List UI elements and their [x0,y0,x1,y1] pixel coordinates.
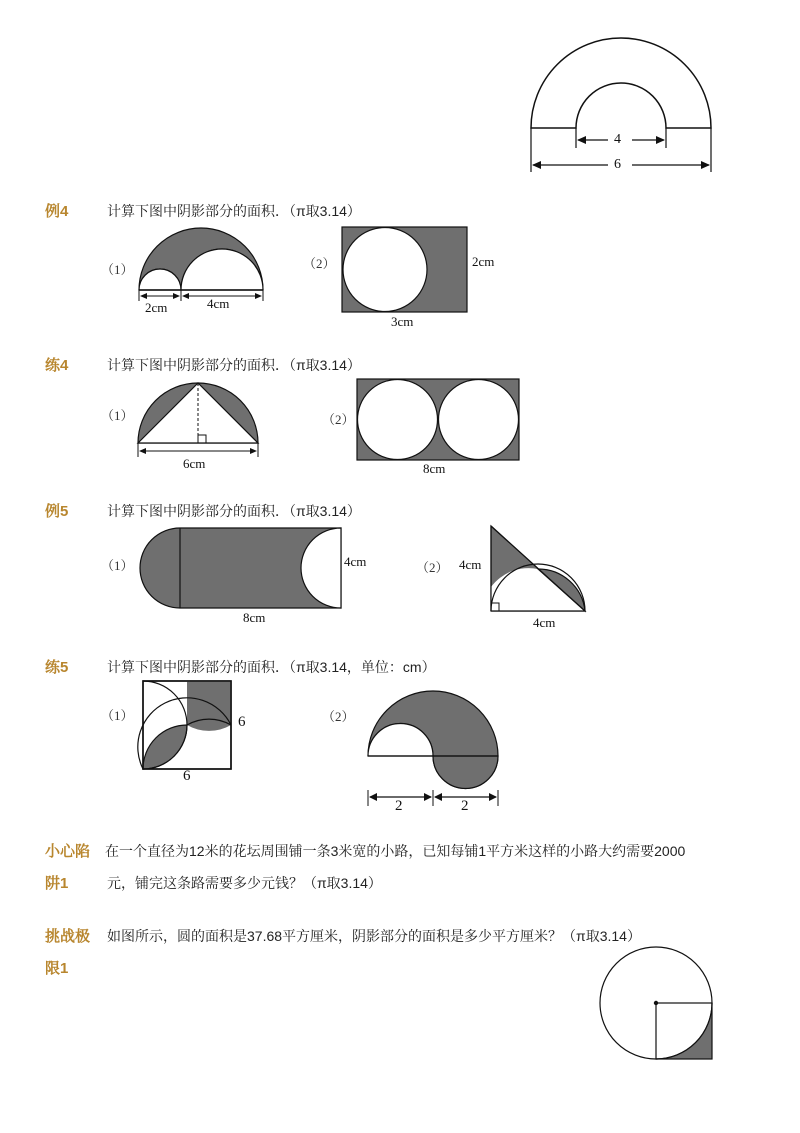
example-4-part2-number: （2） [303,256,336,271]
practice-5-label-right: 2 [461,798,469,814]
practice-4-label-base: 6cm [183,456,206,471]
example-5-tag: 例5 [45,503,69,520]
top-inner-label: 4 [614,132,621,147]
challenge-tag-line2: 限1 [45,960,69,977]
example-4-part1-number: （1） [101,262,134,277]
example-5-label-height-2: 4cm [459,557,482,572]
practice-5-question: 计算下图中阴影部分的面积．（π取3.14，单位：cm） [107,659,436,675]
challenge-question: 如图所示，圆的面积是37.68平方厘米，阴影部分的面积是多少平方厘米？（π取3.14） [107,928,641,944]
practice-5-part1-number: （1） [101,708,134,723]
practice-4-label-width: 8cm [423,461,446,476]
top-outer-label: 6 [614,157,621,172]
example-4-label-4cm: 4cm [207,296,230,311]
trap-question-line1: 在一个直径为12米的花坛周围铺一条3米宽的小路，已知每铺1平方米这样的小路大约需要2000 [105,843,686,859]
trap-tag-line1: 小心陷 [45,843,91,860]
practice-5-part2-number: （2） [322,709,355,724]
example-4-label-2cm: 2cm [145,300,168,315]
trap-tag-line2: 阱1 [45,875,69,892]
example-4-label-width: 3cm [391,314,414,329]
practice-5-tag: 练5 [45,659,69,676]
practice-5-label-side-bottom: 6 [183,768,191,784]
practice-4-tag: 练4 [45,357,69,374]
example-5-part2-number: （2） [416,560,449,575]
example-5-label-height: 4cm [344,554,367,569]
practice-4-part1-number: （1） [101,408,134,423]
challenge-tag-line1: 挑战极 [45,928,91,945]
practice-5-label-left: 2 [395,798,403,814]
example-5-label-width-2: 4cm [533,615,556,630]
practice-5-label-side-right: 6 [238,714,246,730]
example-5-part1-number: （1） [101,558,134,573]
example-4-question: 计算下图中阴影部分的面积．（π取3.14） [107,203,361,219]
trap-question-line2: 元，铺完这条路需要多少元钱？（π取3.14） [107,875,382,891]
practice-4-part2-number: （2） [322,412,355,427]
example-4-tag: 例4 [45,203,69,220]
practice-4-question: 计算下图中阴影部分的面积．（π取3.14） [107,357,361,373]
example-5-label-width: 8cm [243,610,266,625]
example-4-label-height: 2cm [472,254,495,269]
example-5-question: 计算下图中阴影部分的面积．（π取3.14） [107,503,361,519]
